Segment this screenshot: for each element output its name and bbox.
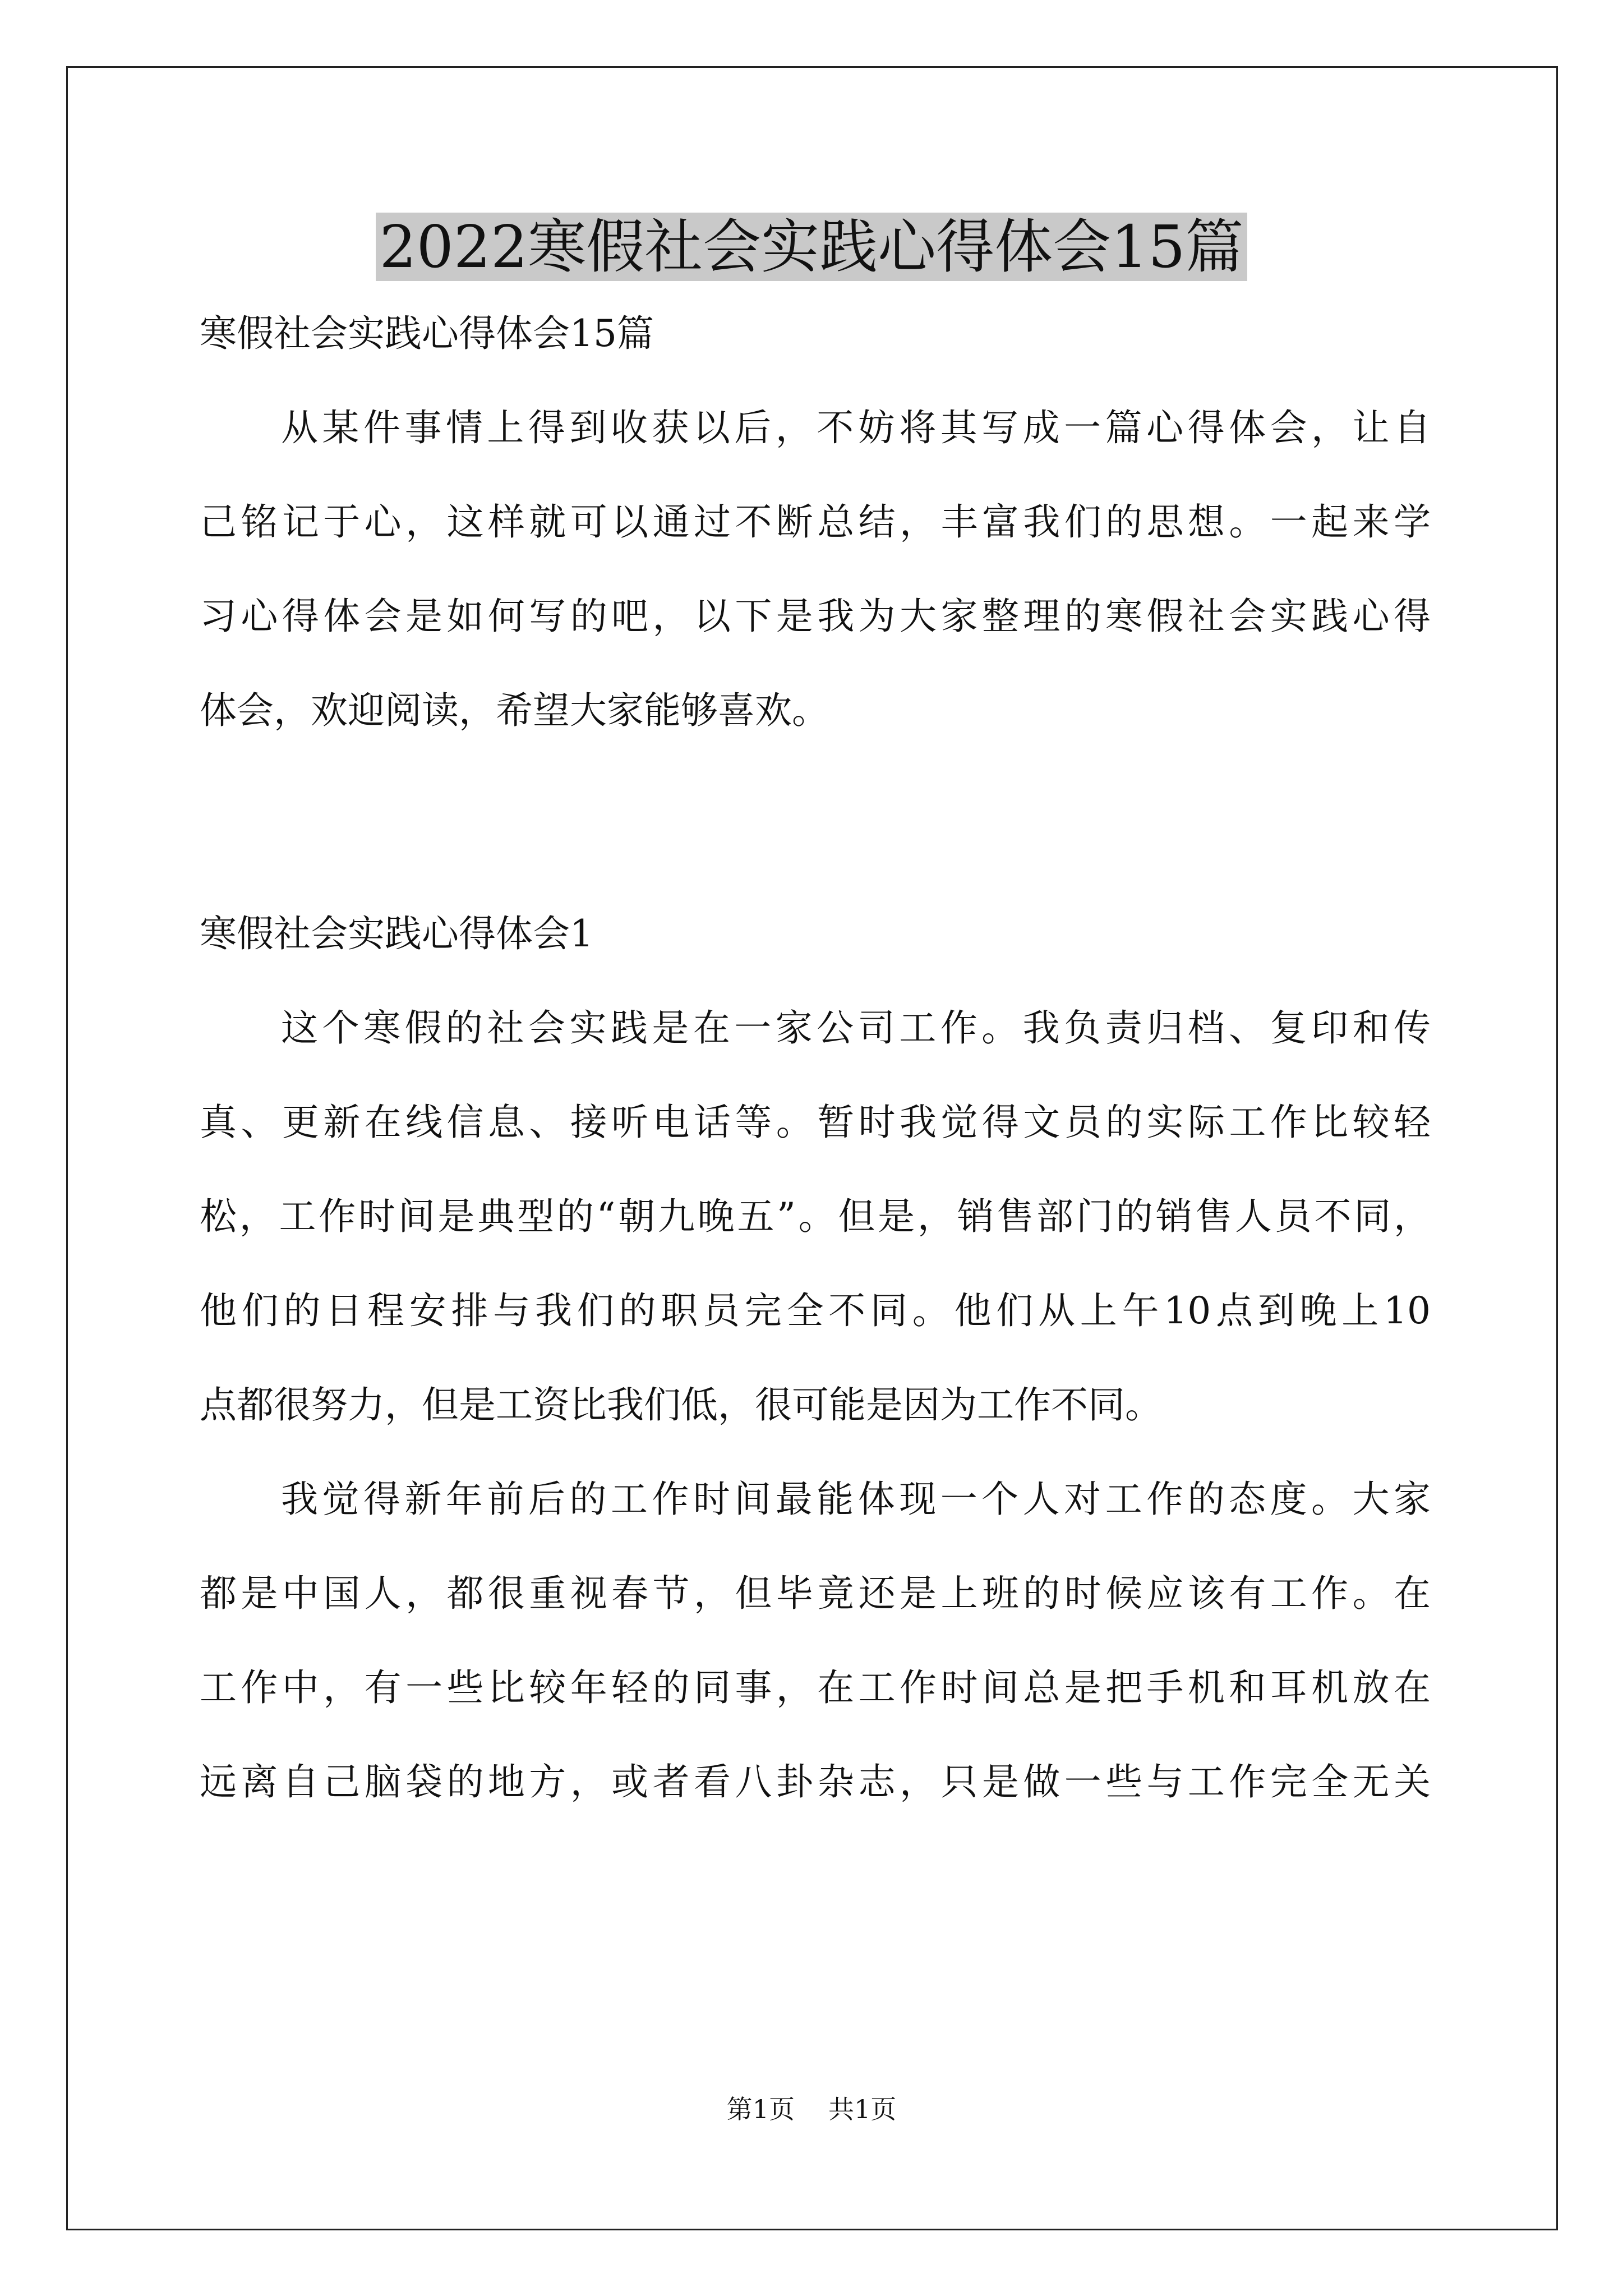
- paragraph-line: 远离自己脑袋的地方，或者看八卦杂志，只是做一些与工作完全无关: [200, 1760, 1431, 1803]
- intro-line: 从某件事情上得到收获以后，不妨将其写成一篇心得体会，让自: [281, 406, 1431, 449]
- document-body: [200, 300, 1431, 1843]
- paragraph-line: 我觉得新年前后的工作时间最能体现一个人对工作的态度。大家: [281, 1478, 1431, 1521]
- paragraph-line: 工作中，有一些比较年轻的同事，在工作时间总是把手机和耳机放在: [200, 1666, 1431, 1709]
- paragraph-line: 真、更新在线信息、接听电话等。暂时我觉得文员的实际工作比较轻: [200, 1101, 1431, 1144]
- page-total: 共1页: [828, 2094, 897, 2124]
- paragraph-line: 这个寒假的社会实践是在一家公司工作。我负责归档、复印和传: [281, 1006, 1431, 1050]
- intro-line: 习心得体会是如何写的吧，以下是我为大家整理的寒假社会实践心得: [200, 595, 1431, 638]
- paragraph-line: 松，工作时间是典型的“朝九晚五”。但是，销售部门的销售人员不同，: [200, 1195, 1431, 1238]
- intro-line: 体会，欢迎阅读，希望大家能够喜欢。: [200, 689, 829, 732]
- page-footer: [0, 2092, 1623, 2126]
- subtitle: 寒假社会实践心得体会15篇: [200, 312, 654, 355]
- intro-line: 己铭记于心，这样就可以通过不断总结，丰富我们的思想。一起来学: [200, 500, 1431, 544]
- document-title: [0, 208, 1623, 286]
- paragraph-line: 他们的日程安排与我们的职员完全不同。他们从上午10点到晚上10: [200, 1289, 1431, 1332]
- section-heading: 寒假社会实践心得体会1: [200, 912, 593, 955]
- section-gap: [200, 771, 1431, 900]
- document-title-text: 2022寒假社会实践心得体会15篇: [376, 213, 1247, 281]
- paragraph-line: 都是中国人，都很重视春节，但毕竟还是上班的时候应该有工作。在: [200, 1572, 1431, 1615]
- page-number: 第1页: [726, 2094, 795, 2124]
- paragraph-line: 点都很努力，但是工资比我们低，很可能是因为工作不同。: [200, 1383, 1162, 1427]
